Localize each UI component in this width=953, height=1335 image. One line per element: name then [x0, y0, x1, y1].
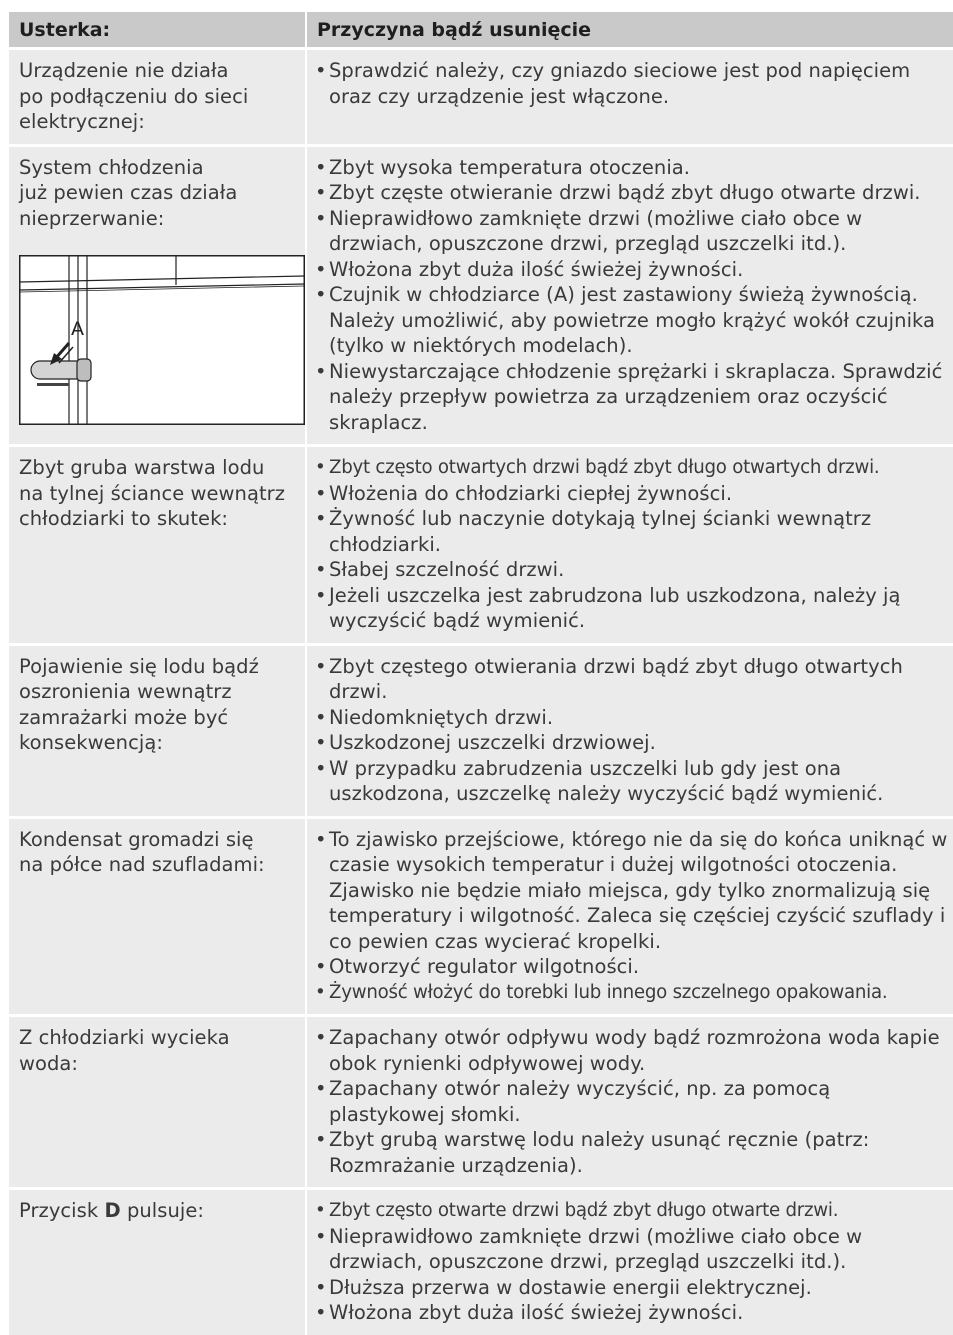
button-d-label: D: [104, 1199, 121, 1222]
list-item: • Niedomkniętych drzwi.: [315, 705, 949, 731]
list-item: • Zapachany otwór należy wyczyścić, np. za pomocą plastykowej słomki.: [315, 1076, 949, 1127]
table-row: [9, 446, 953, 645]
list-item: • Żywność włożyć do torebki lub innego szczelnego opakowania.: [315, 980, 949, 1006]
list-item: • Jeżeli uszczelka jest zabrudzona lub uszkodzona, należy ją wyczyścić bądź wymienić.: [315, 583, 949, 634]
list-item: • Nieprawidłowo zamknięte drzwi (możliwe ciało obce w drzwiach, opuszczone drzwi, przegląd uszczelki itd.).: [315, 1224, 949, 1275]
cause-cell: [306, 1189, 953, 1335]
symptom-cell: Zbyt gruba warstwa lodu na tylnej ściance wewnątrz chłodziarki to skutek:: [9, 446, 306, 645]
list-item: • Nieprawidłowo zamknięte drzwi (możliwe ciało obce w drzwiach, opuszczone drzwi, przegląd uszczelki itd.).: [315, 206, 949, 257]
symptom-cell: Z chłodziarki wycieka woda:: [9, 1016, 306, 1189]
symptom-cell: [9, 1189, 306, 1335]
cause-list: [315, 654, 949, 807]
list-item: • Zbyt częstego otwierania drzwi bądź zbyt długo otwartych drzwi.: [315, 654, 949, 705]
list-item: • Czujnik w chłodziarce (A) jest zastawiony świeżą żywnością. Należy umożliwić, aby powietrze mogło krążyć wokół czujnika (tylko w niektórych modelach).: [315, 282, 949, 359]
sensor-illustration: [19, 255, 305, 425]
table-row: [9, 145, 953, 446]
list-item: • Dłuższa przerwa w dostawie energii elektrycznej.: [315, 1275, 949, 1301]
table-row: [9, 49, 953, 146]
sensor-label: A: [71, 318, 85, 340]
list-item: • Otworzyć regulator wilgotności.: [315, 954, 949, 980]
table-row: [9, 1016, 953, 1189]
table-row: [9, 817, 953, 1016]
cause-list: [315, 155, 949, 436]
cause-column-header: Przyczyna bądź usunięcie: [306, 12, 953, 49]
symptom-cell: Kondensat gromadzi się na półce nad szufladami:: [9, 817, 306, 1016]
sensor-drawing: [19, 255, 305, 425]
cause-cell: [306, 446, 953, 645]
list-item: • Zapachany otwór odpływu wody bądź rozmrożona woda kapie obok rynienki odpływowej wody.: [315, 1025, 949, 1076]
list-item: • Zbyt wysoka temperatura otoczenia.: [315, 155, 949, 181]
list-item: • Sprawdzić należy, czy gniazdo sieciowe jest pod napięciem oraz czy urządzenie jest włączone.: [315, 58, 949, 109]
cause-list: [315, 58, 949, 109]
symptom-text: System chłodzenia już pewien czas działa nieprzerwanie:: [19, 155, 238, 230]
cause-cell: [306, 1016, 953, 1189]
list-item: • To zjawisko przejściowe, którego nie da się do końca uniknąć w czasie wysokich temperatur i dużej wilgotności otoczenia. Zjawisko nie będzie miało miejsca, gdy tylko znormalizują się temperatury i wilgotność. Zaleca się częściej czyścić szuflady i co pewien czas wycierać kropelki.: [315, 827, 949, 955]
cause-list: [315, 1025, 949, 1178]
list-item: • Zbyt często otwartych drzwi bądź zbyt długo otwartych drzwi.: [315, 455, 949, 481]
list-item: • Żywność lub naczynie dotykają tylnej ścianki wewnątrz chłodziarki.: [315, 506, 949, 557]
table-header-row: [9, 12, 953, 49]
list-item: • Niewystarczające chłodzenie sprężarki i skraplacza. Sprawdzić należy przepływ powietrza za urządzeniem oraz oczyścić skraplacz.: [315, 359, 949, 436]
symptom-cell: Urządzenie nie działa po podłączeniu do sieci elektrycznej:: [9, 49, 306, 146]
symptom-text-start: Przycisk: [19, 1199, 105, 1222]
cause-list: [315, 827, 949, 1006]
cause-cell: [306, 49, 953, 146]
list-item: • Uszkodzonej uszczelki drzwiowej.: [315, 730, 949, 756]
symptom-cell: [9, 145, 306, 446]
list-item: • Zbyt często otwarte drzwi bądź zbyt długo otwarte drzwi.: [315, 1198, 949, 1224]
cause-cell: [306, 817, 953, 1016]
list-item: • W przypadku zabrudzenia uszczelki lub gdy jest ona uszkodzona, uszczelkę należy wyczyścić bądź wymienić.: [315, 756, 949, 807]
cause-cell: [306, 145, 953, 446]
list-item: • Słabej szczelność drzwi.: [315, 557, 949, 583]
symptom-column-header: Usterka:: [9, 12, 306, 49]
list-item: • Włożona zbyt duża ilość świeżej żywności.: [315, 257, 949, 283]
list-item: • Włożenia do chłodziarki ciepłej żywności.: [315, 481, 949, 507]
list-item: • Zbyt częste otwieranie drzwi bądź zbyt długo otwarte drzwi.: [315, 180, 949, 206]
cause-list: [315, 455, 949, 634]
list-item: • Zbyt grubą warstwę lodu należy usunąć ręcznie (patrz: Rozmrażanie urządzenia).: [315, 1127, 949, 1178]
symptom-cell: Pojawienie się lodu bądź oszronienia wewnątrz zamrażarki może być konsekwencją:: [9, 644, 306, 817]
cause-cell: [306, 644, 953, 817]
table-row: [9, 644, 953, 817]
cause-list: [315, 1198, 949, 1326]
list-item: • Włożona zbyt duża ilość świeżej żywności.: [315, 1300, 949, 1326]
troubleshooting-table: [9, 12, 953, 1335]
table-row: [9, 1189, 953, 1335]
symptom-text-end: pulsuje:: [120, 1199, 205, 1222]
